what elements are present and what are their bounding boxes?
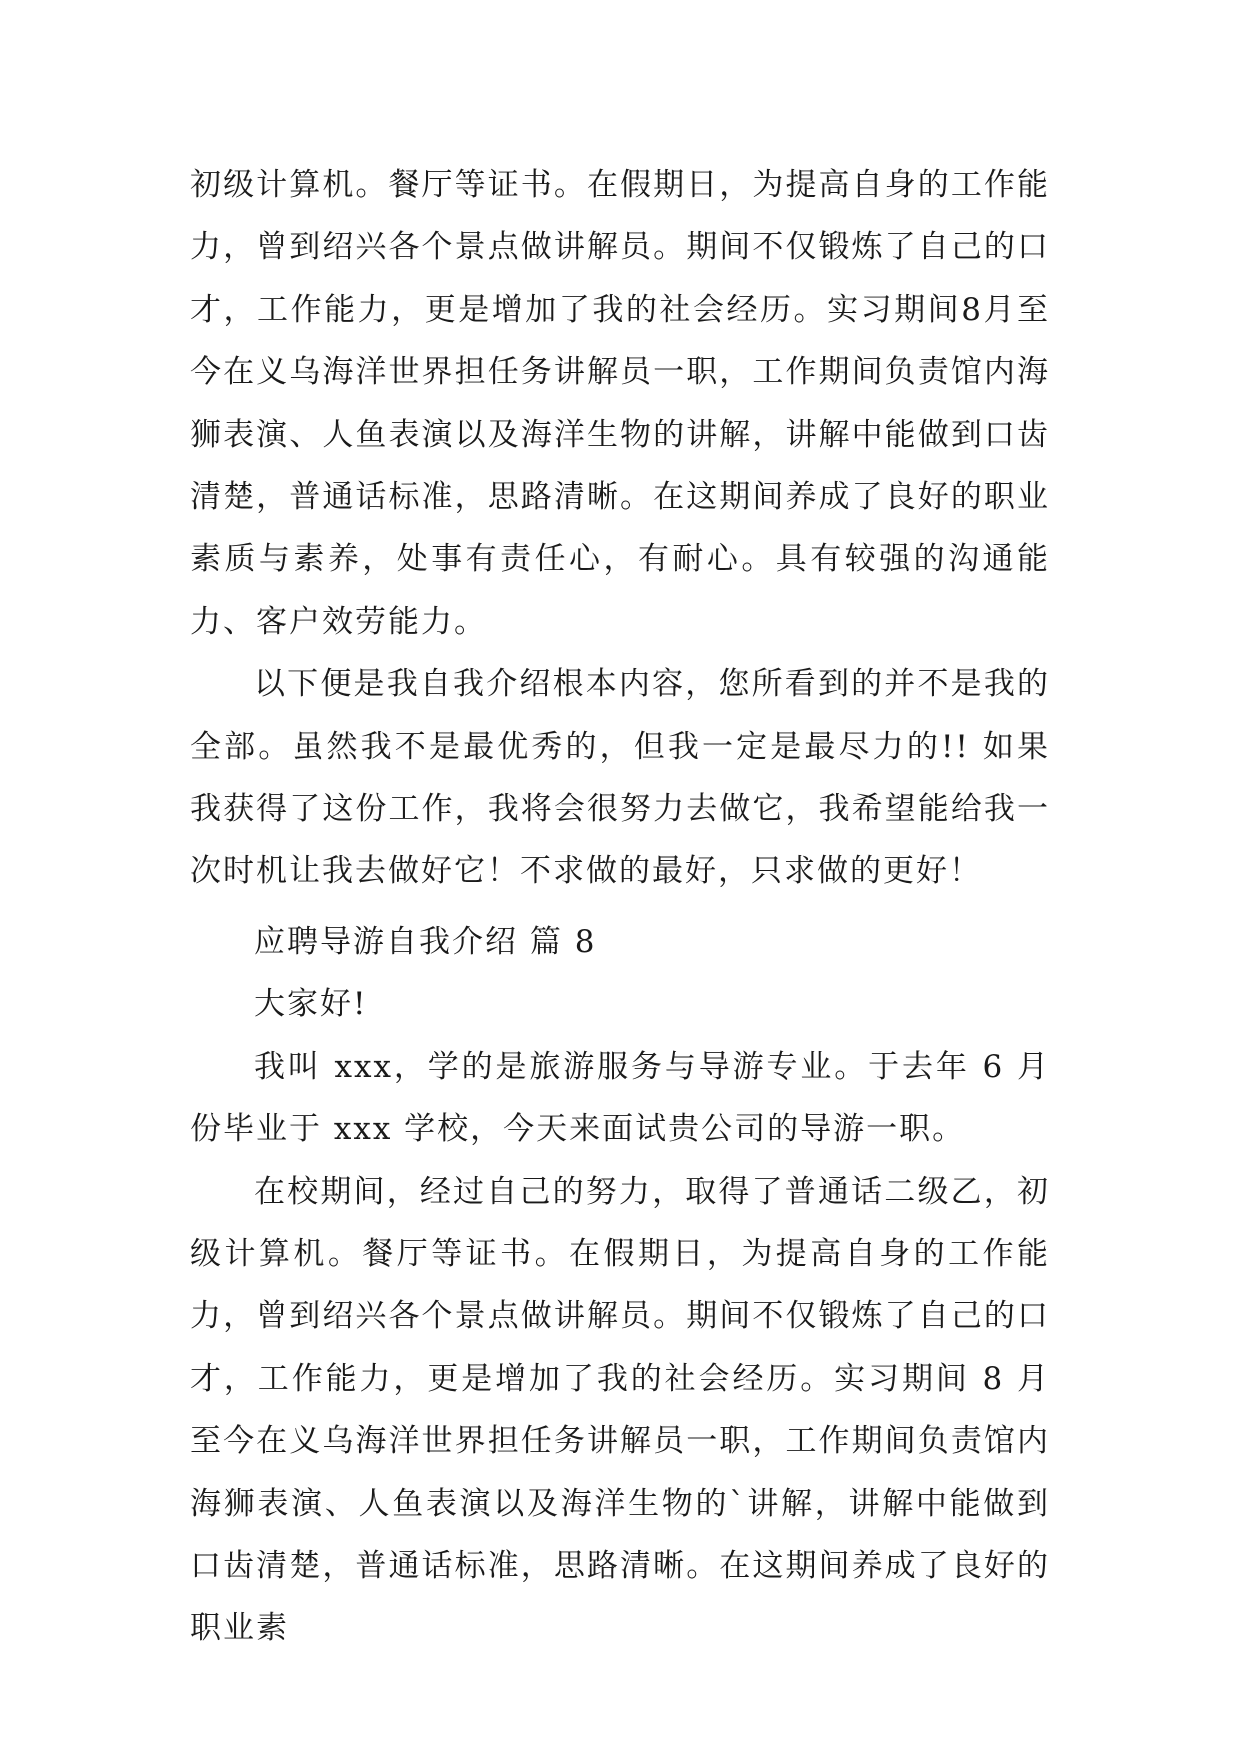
paragraph-introduction: 我叫 xxx，学的是旅游服务与导游专业。于去年 6 月份毕业于 xxx 学校，今天来面试贵公司的导游一职。 [190,1048,1050,1148]
section-article-8 [190,911,1050,1660]
article-heading: 应聘导游自我介绍 篇 8 [254,924,597,960]
section-continued-text [190,154,1050,903]
paragraph-school-experience: 在校期间，经过自己的努力，取得了普通话二级乙，初级计算机。餐厅等证书。在假期日，为提高自身的工作能力，曾到绍兴各个景点做讲解员。期间不仅锻炼了自己的口才，工作能力，更是增加了我的社会经历。实习期间 8 月至今在义乌海洋世界担任务讲解员一职，工作期间负责馆内海狮表演、人鱼表演以及海洋生物的`讲解，讲解中能做到口齿清楚，普通话标准，思路清晰。在这期间养成了良好的职业素 [190,1173,1050,1647]
paragraph-closing: 以下便是我自我介绍根本内容，您所看到的并不是我的全部。虽然我不是最优秀的，但我一定是最尽力的!! 如果我获得了这份工作，我将会很努力去做它，我希望能给我一次时机让我去做好它！不求做的最好，只求做的更好！ [190,666,1050,890]
greeting: 大家好! [254,986,368,1023]
paragraph-experience-continued: 初级计算机。餐厅等证书。在假期日，为提高自身的工作能力，曾到绍兴各个景点做讲解员。期间不仅锻炼了自己的口才，工作能力，更是增加了我的社会经历。实习期间8月至今在义乌海洋世界担任务讲解员一职，工作期间负责馆内海狮表演、人鱼表演以及海洋生物的讲解，讲解中能做到口齿清楚，普通话标准，思路清晰。在这期间养成了良好的职业素质与素养，处事有责任心，有耐心。具有较强的沟通能力、客户效劳能力。 [190,167,1050,640]
